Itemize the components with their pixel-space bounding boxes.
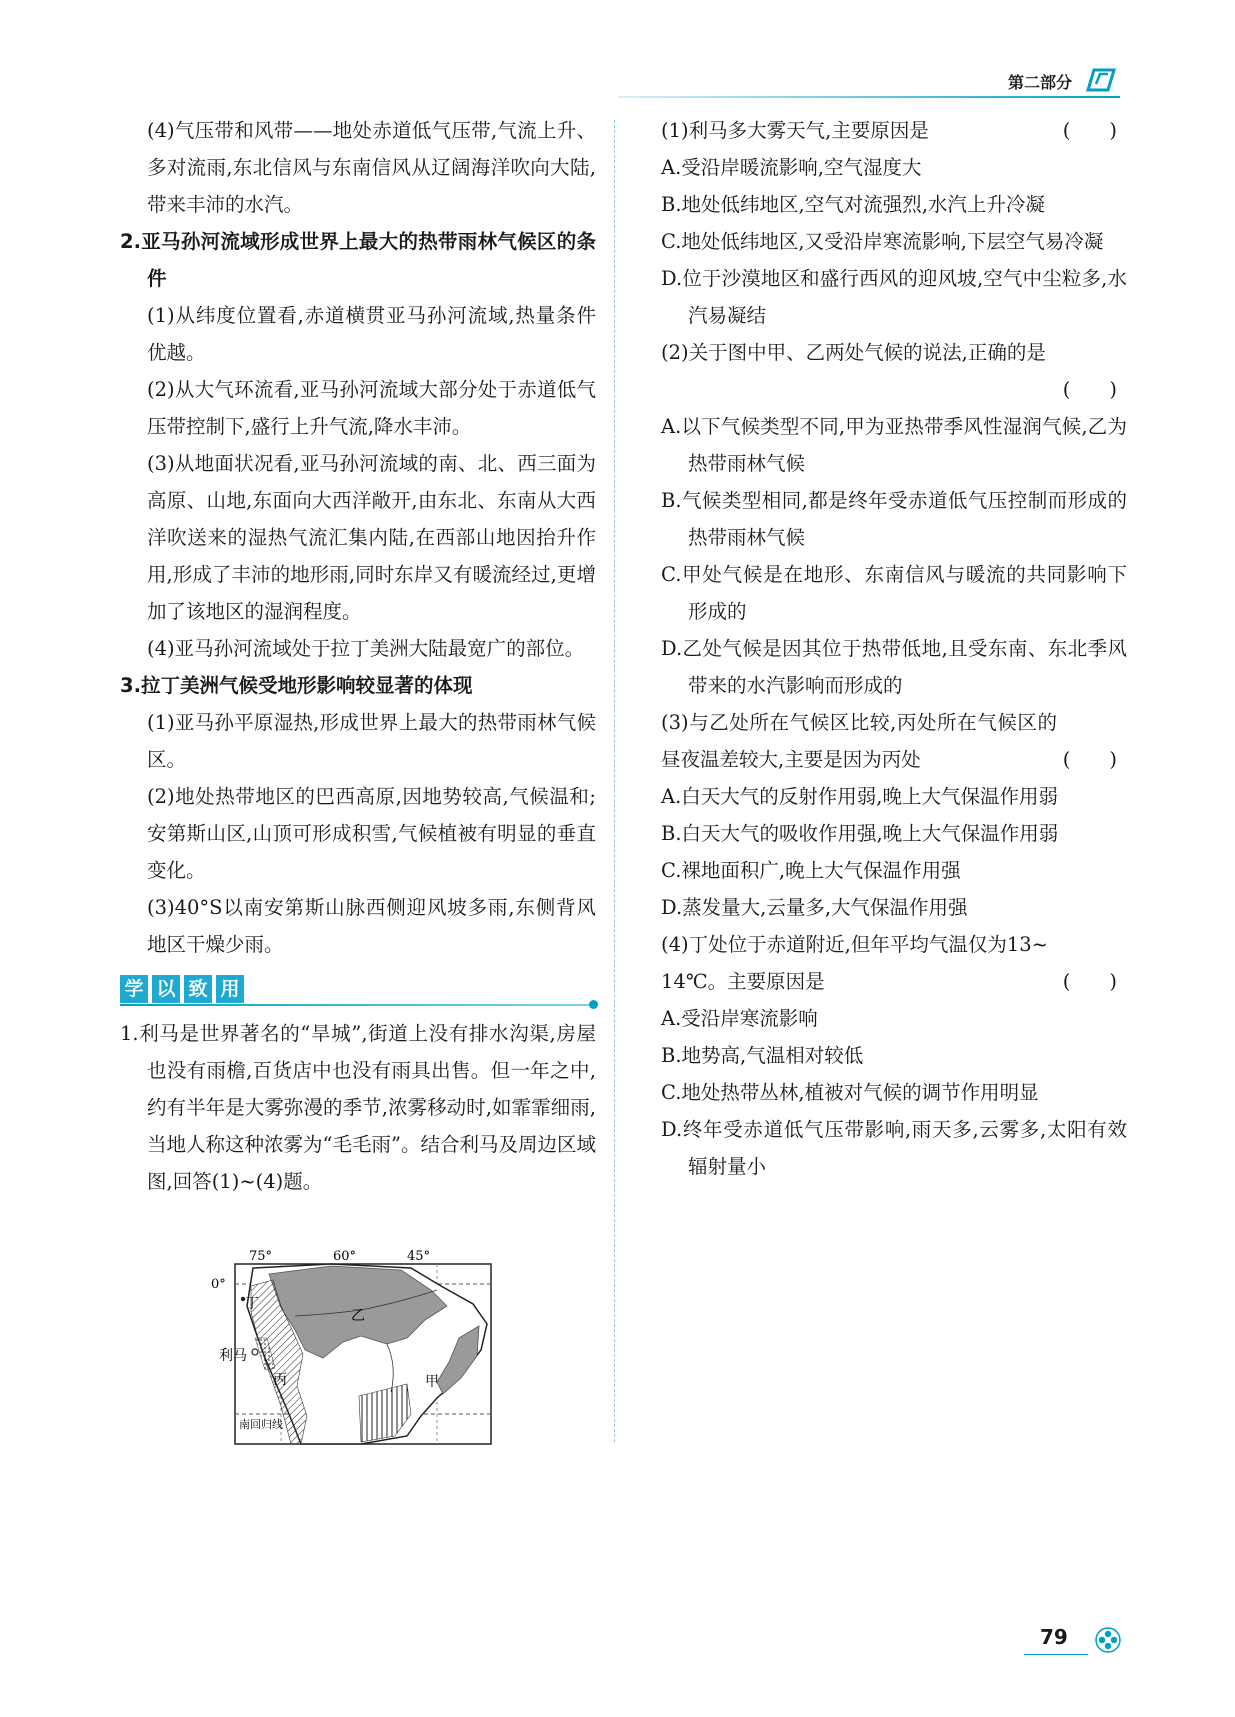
practice-rule — [120, 1004, 596, 1006]
paragraph: (1)从纬度位置看,赤道横贯亚马孙河流域,热量条件优越。 — [147, 304, 596, 364]
sub-question-text: (1)利马多大雾天气,主要原因是 — [661, 119, 929, 142]
answer-blank: ( ) — [1062, 378, 1117, 401]
sub-question-text: 14℃。主要原因是 — [661, 970, 825, 993]
lon-label: 45° — [407, 1249, 431, 1264]
map-figure — [211, 1246, 521, 1446]
section-heading: 3.拉丁美洲气候受地形影响较显著的体现 — [120, 674, 473, 697]
option: B.白天大气的吸收作用强,晚上大气保温作用弱 — [661, 822, 1059, 845]
sub-question — [661, 963, 1127, 1000]
paragraph: (3)从地面状况看,亚马孙河流域的南、北、西三面为高原、山地,东面向大西洋敞开,由东北、东南从大西洋吹送来的湿热气流汇集内陆,在西部山地因抬升作用,形成了丰沛的地形雨,同时东岸又有暖流经过,更增加了该地区的湿润程度。 — [147, 452, 596, 623]
sub-question-text: (3)与乙处所在气候区比较,丙处所在气候区的昼夜温差较大,主要是因为丙处 — [661, 711, 1057, 771]
page-header — [618, 62, 1120, 102]
paragraph: (1)亚马孙平原湿热,形成世界上最大的热带雨林气候区。 — [147, 711, 596, 771]
answer-blank: ( ) — [1062, 119, 1117, 142]
lat-label: 0° — [211, 1277, 226, 1292]
column-divider — [614, 120, 615, 1442]
option: D.终年受赤道低气压带影响,雨天多,云雾多,太阳有效辐射量小 — [661, 1118, 1127, 1178]
paragraph: (2)从大气环流看,亚马孙河流域大部分处于赤道低气压带控制下,盛行上升气流,降水丰沛。 — [147, 378, 596, 438]
lon-label: 75° — [249, 1249, 273, 1264]
answer-blank: ( ) — [1062, 748, 1117, 771]
practice-dot-icon — [589, 1000, 598, 1009]
south-america-map — [211, 1246, 521, 1446]
option: D.乙处气候是因其位于热带低地,且受东南、东北季风带来的水汽影响而形成的 — [661, 637, 1127, 697]
option: C.裸地面积广,晚上大气保温作用强 — [661, 859, 961, 882]
place-label: 乙 — [351, 1308, 365, 1324]
sub-question-text: (4)丁处位于赤道附近,但年平均气温仅为13~ — [661, 933, 1048, 956]
option: D.位于沙漠地区和盛行西风的迎风坡,空气中尘粒多,水汽易凝结 — [661, 267, 1127, 327]
flower-icon — [1094, 1626, 1122, 1654]
sub-question — [661, 704, 1127, 778]
section-label: 第二部分 — [1007, 73, 1072, 92]
book-logo-icon — [1080, 66, 1118, 94]
header-rule — [618, 96, 1120, 98]
question-stem: 1.利马是世界著名的“旱城”,街道上没有排水沟渠,房屋也没有雨檐,百货店中也没有雨具出售。但一年之中,约有半年是大雾弥漫的季节,浓雾移动时,如霏霏细雨,当地人称这种浓雾为“毛毛雨”。结合利马及周边区域图,回答(1)~(4)题。 — [120, 1022, 596, 1193]
option: C.地处热带丛林,植被对气候的调节作用明显 — [661, 1081, 1039, 1104]
option: C.地处低纬地区,又受沿岸寒流影响,下层空气易冷凝 — [661, 230, 1104, 253]
tropic-label: 南回归线 — [239, 1418, 283, 1431]
practice-banner — [120, 971, 596, 1011]
option: C.甲处气候是在地形、东南信风与暖流的共同影响下形成的 — [661, 563, 1127, 623]
sub-question — [661, 112, 1127, 149]
practice-tag: 用 — [216, 975, 244, 1003]
option: A.以下气候类型不同,甲为亚热带季风性湿润气候,乙为热带雨林气候 — [661, 415, 1127, 475]
option: B.气候类型相同,都是终年受赤道低气压控制而形成的热带雨林气候 — [661, 489, 1127, 549]
practice-tag: 以 — [152, 975, 180, 1003]
paragraph: (4)气压带和风带——地处赤道低气压带,气流上升、多对流雨,东北信风与东南信风从辽阔海洋吹向大陆,带来丰沛的水汽。 — [147, 119, 596, 216]
left-column — [120, 112, 596, 1200]
sub-question-text: (2)关于图中甲、乙两处气候的说法,正确的是 — [661, 341, 1046, 364]
page-number-rule — [1024, 1654, 1088, 1655]
option: B.地处低纬地区,空气对流强烈,水汽上升冷凝 — [661, 193, 1045, 216]
option: A.白天大气的反射作用弱,晚上大气保温作用弱 — [661, 785, 1058, 808]
place-label: 丙 — [273, 1372, 287, 1388]
option: A.受沿岸寒流影响 — [661, 1007, 818, 1030]
page-number: 79 — [1040, 1625, 1068, 1649]
practice-tag: 致 — [184, 975, 212, 1003]
answer-blank: ( ) — [1062, 970, 1117, 993]
paragraph: (4)亚马孙河流域处于拉丁美洲大陆最宽广的部位。 — [147, 637, 585, 660]
place-label: 丁 — [245, 1296, 259, 1312]
place-label: 甲 — [425, 1374, 439, 1390]
practice-tag: 学 — [120, 975, 148, 1003]
paragraph: (2)地处热带地区的巴西高原,因地势较高,气候温和;安第斯山区,山顶可形成积雪,气候植被有明显的垂直变化。 — [147, 785, 596, 882]
lon-label: 60° — [333, 1249, 357, 1264]
option: B.地势高,气温相对较低 — [661, 1044, 864, 1067]
option: A.受沿岸暖流影响,空气湿度大 — [661, 156, 922, 179]
right-column — [661, 112, 1127, 1185]
section-heading: 2.亚马孙河流域形成世界上最大的热带雨林气候区的条件 — [120, 230, 596, 290]
lima-point — [252, 1349, 258, 1355]
place-label: 利马 — [219, 1348, 247, 1364]
paragraph: (3)40°S以南安第斯山脉西侧迎风坡多雨,东侧背风地区干燥少雨。 — [147, 896, 596, 956]
option: D.蒸发量大,云量多,大气保温作用强 — [661, 896, 968, 919]
